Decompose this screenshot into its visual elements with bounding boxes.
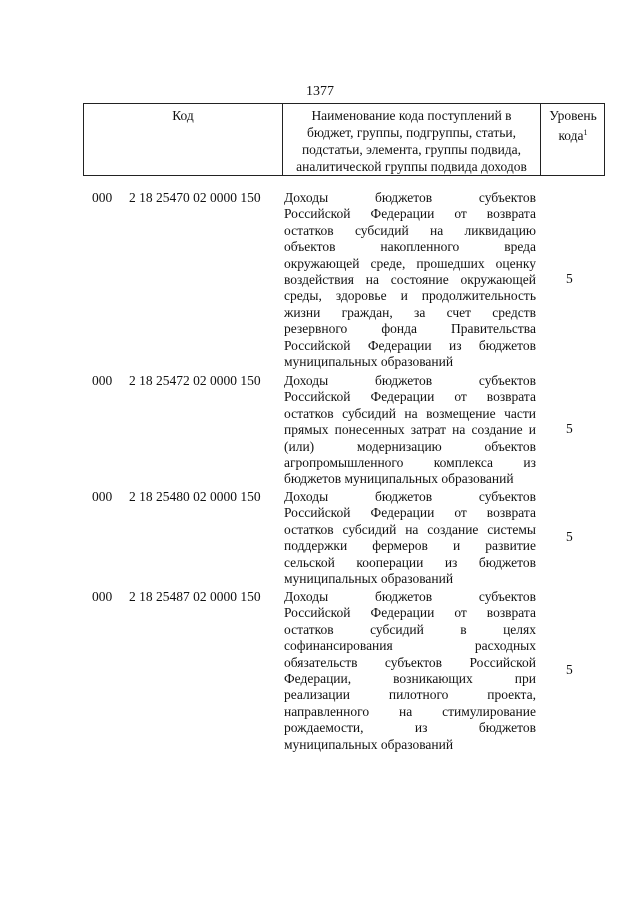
description-line: Российской Федерации из бюджетов xyxy=(284,337,536,353)
description-line: обязательств субъектов Российской xyxy=(284,654,536,670)
header-name-line: Наименование кода поступлений в xyxy=(311,108,512,123)
description-line: направленного на стимулирование xyxy=(284,703,536,719)
description-line: агропромышленного комплекса из xyxy=(284,455,536,471)
header-name-line: бюджет, группы, подгруппы, статьи, xyxy=(307,125,516,140)
header-level-word: кода xyxy=(558,128,584,143)
header-level-line2 xyxy=(541,124,605,144)
description-line: объектов накопленного вреда xyxy=(284,239,536,255)
header-name xyxy=(283,107,540,175)
header-name-line: подстатьи, элемента, группы подвида, xyxy=(301,142,522,157)
description-line: муниципальных образований xyxy=(284,571,454,587)
footnote-marker: 1 xyxy=(583,128,588,137)
description-line: реализации пилотного проекта, xyxy=(284,687,536,703)
income-code: 2 18 25470 02 0000 150 xyxy=(129,190,261,205)
income-description xyxy=(284,489,536,587)
description-line: жизни граждан, за счет средств xyxy=(284,304,536,320)
table-header xyxy=(83,103,605,176)
description-line: муниципальных образований xyxy=(284,354,454,370)
description-line: поддержки фермеров и развитие xyxy=(284,538,536,554)
page-number: 1377 xyxy=(306,84,334,99)
header-name-line: аналитической группы подвида доходов xyxy=(296,159,527,174)
description-line: Доходы бюджетов субъектов xyxy=(284,190,536,205)
income-code: 2 18 25480 02 0000 150 xyxy=(129,489,261,504)
description-line: Доходы бюджетов субъектов xyxy=(284,489,536,504)
code-level: 5 xyxy=(566,271,573,287)
description-line: Российской Федерации от возврата xyxy=(284,605,536,621)
description-line: сельской кооперации из бюджетов xyxy=(284,554,536,570)
admin-code: 000 xyxy=(92,589,113,604)
description-line: бюджетов муниципальных образований xyxy=(284,471,514,487)
description-line: остатков субсидий в целях xyxy=(284,621,536,637)
description-line: остатков субсидий на ликвидацию xyxy=(284,222,536,238)
income-description xyxy=(284,589,536,753)
description-line: резервного фонда Правительства xyxy=(284,321,536,337)
description-line: окружающей среде, прошедших оценку xyxy=(284,255,536,271)
header-level xyxy=(541,107,605,144)
income-code: 2 18 25487 02 0000 150 xyxy=(129,589,261,604)
description-line: остатков субсидий на возмещение части xyxy=(284,405,536,421)
code-level: 5 xyxy=(566,529,573,545)
description-line: Доходы бюджетов субъектов xyxy=(284,589,536,604)
admin-code: 000 xyxy=(92,190,113,205)
description-line: Российской Федерации от возврата xyxy=(284,389,536,405)
description-line: Доходы бюджетов субъектов xyxy=(284,373,536,388)
description-line: (или) модернизацию объектов xyxy=(284,438,536,454)
code-level: 5 xyxy=(566,421,573,437)
header-code: Код xyxy=(172,108,194,123)
description-line: муниципальных образований xyxy=(284,736,454,752)
admin-code: 000 xyxy=(92,373,113,388)
description-line: среды, здоровье и продолжительность xyxy=(284,288,536,304)
description-line: остатков субсидий на создание системы xyxy=(284,521,536,537)
income-description xyxy=(284,190,536,370)
description-line: рождаемости, из бюджетов xyxy=(284,720,536,736)
income-code: 2 18 25472 02 0000 150 xyxy=(129,373,261,388)
income-description xyxy=(284,373,536,488)
description-line: Российской Федерации от возврата xyxy=(284,505,536,521)
admin-code: 000 xyxy=(92,489,113,504)
code-level: 5 xyxy=(566,662,573,677)
description-line: Федерации, возникающих при xyxy=(284,671,536,687)
description-line: воздействия на состояние окружающей xyxy=(284,272,536,288)
description-line: прямых понесенных затрат на создание и xyxy=(284,422,536,438)
description-line: Российской Федерации от возврата xyxy=(284,206,536,222)
description-line: софинансирования расходных xyxy=(284,638,536,654)
header-level-line1: Уровень xyxy=(549,108,597,123)
